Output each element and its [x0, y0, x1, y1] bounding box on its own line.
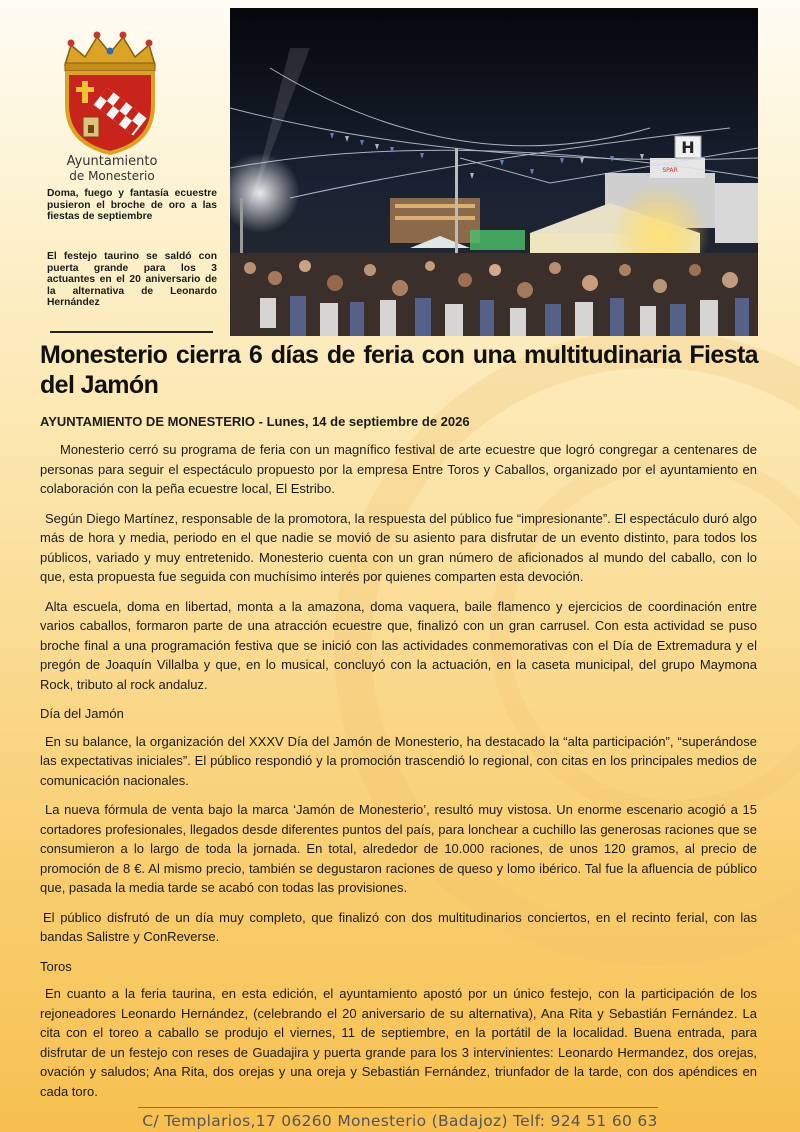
sidebar-summary-1: Doma, fuego y fantasía ecuestre pusieron el broche de oro a las fiestas de septiembre: [47, 188, 217, 222]
fair-night-photo: [230, 8, 758, 336]
footer-address: C/ Templarios,17 06260 Monesterio (Badajoz) Telf: 924 51 60 63: [142, 1112, 658, 1130]
logo-name-line2: de Monesterio: [69, 169, 155, 183]
sidebar-divider: [50, 331, 213, 333]
byline-date: - Lunes, 14 de septiembre de 2026: [255, 414, 470, 429]
article-paragraph: La nueva fórmula de venta bajo la marca ‘Jamón de Monesterio’, resultó muy vistosa. Un enorme escenario acogió a 15 cortadores profesionales, llegados desde diferentes puntos del país, para lonchear a cuchillo las generosas raciones que se consumieron a lo largo de toda la jornada. En total, alrededor de 10.000 raciones, de unos 120 gramos, al precio de promoción de 8 €. Al mismo precio, también se degustaron raciones de queso y lomo ibérico. Tal fue la afluencia de público que, pasada la media tarde se acabó con todas las provisiones.: [40, 802, 757, 895]
section-heading-toros: Toros: [40, 958, 72, 974]
article-paragraph: En cuanto a la feria taurina, en esta edición, el ayuntamiento apostó por un único festejo, con la participación de los rejoneadores Leonardo Hernández, (celebrando el 20 aniversario de su alternativa), Ana Rita y Sebastián Fernández. La cita con el toreo a caballo se produjo el viernes, 11 de septiembre, en la portátil de la localidad. Buena entrada, para disfrutar de un festejo con reses de Guadajira y puerta grande para los 3 intervinientes: Leonardo Hermandez, dos orejas, ovación y saludos; Ana Rita, dos orejas y una oreja y Sebastián Fernández, triunfador de la tarde, con dos apéndices en cada toro.: [40, 986, 757, 1099]
sidebar-summary-2: El festejo taurino se saldó con puerta grande para los 3 actuantes en el 20 aniversario de la alternativa de Leonardo Hernández: [47, 251, 217, 308]
section-heading-dia-del-jamon: Día del Jamón: [40, 706, 124, 721]
article-headline: Monesterio cierra 6 días de feria con una multitudinaria Fiesta del Jamón: [40, 341, 758, 399]
article-paragraph: El público disfrutó de un día muy completo, que finalizó con dos multitudinarios conciertos, en el recinto ferial, con las bandas Salistre y ConReverse.: [40, 909, 757, 944]
byline-source: AYUNTAMIENTO DE MONESTERIO: [40, 414, 256, 429]
footer-divider: [138, 1107, 658, 1108]
logo-name-line1: Ayuntamiento: [66, 154, 158, 169]
article-paragraph: Monesterio cerró su programa de feria con un magnífico festival de arte ecuestre que logró congregar a centenares de personas para seguir el espectáculo propuesto por la empresa Entre Toros y Caballos, organizado por el ayuntamiento en colaboración con la peña ecuestre local, El Estribo.: [40, 442, 757, 496]
article-body: [40, 440, 757, 1111]
store-sign: SPAR: [662, 167, 678, 174]
article-byline: [40, 414, 470, 429]
hotel-sign: H: [681, 138, 695, 157]
article-paragraph: Alta escuela, doma en libertad, monta a la amazona, doma vaquera, baile flamenco y ejercicios de coordinación entre varios caballos, formaron parte de una atracción ecuestre que, finalizó con un gran carrusel. Con esta actividad se puso broche final a una programación festiva que se inició con las actividades conmemorativas con el Día de Extremadura y el pregón de Joaquín Villalba y que, en lo musical, concluyó con la actuación, en la caseta municipal, del grupo Maymona Rock, tributo al rock andaluz.: [40, 598, 757, 692]
article-paragraph: En su balance, la organización del XXXV Día del Jamón de Monesterio, ha destacado la “alta participación”, “superándose las expectativas iniciales”. El público respondió y la promoción trascendió lo regional, con citas en los principales medios de comunicación nacionales.: [40, 733, 757, 788]
article-paragraph: Según Diego Martínez, responsable de la promotora, la respuesta del público fue “impresionante”. El espectáculo duró algo más de hora y media, periodo en el que nadie se movió de su asiento para disfrutar de un evento distinto, para todos los públicos, variado y muy entretenido. Monesterio cuenta con un gran número de aficionados al mundo del caballo, con lo que, esta propuesta fue seguida con muchísimo interés por quienes comparten esta devoción.: [40, 510, 757, 584]
